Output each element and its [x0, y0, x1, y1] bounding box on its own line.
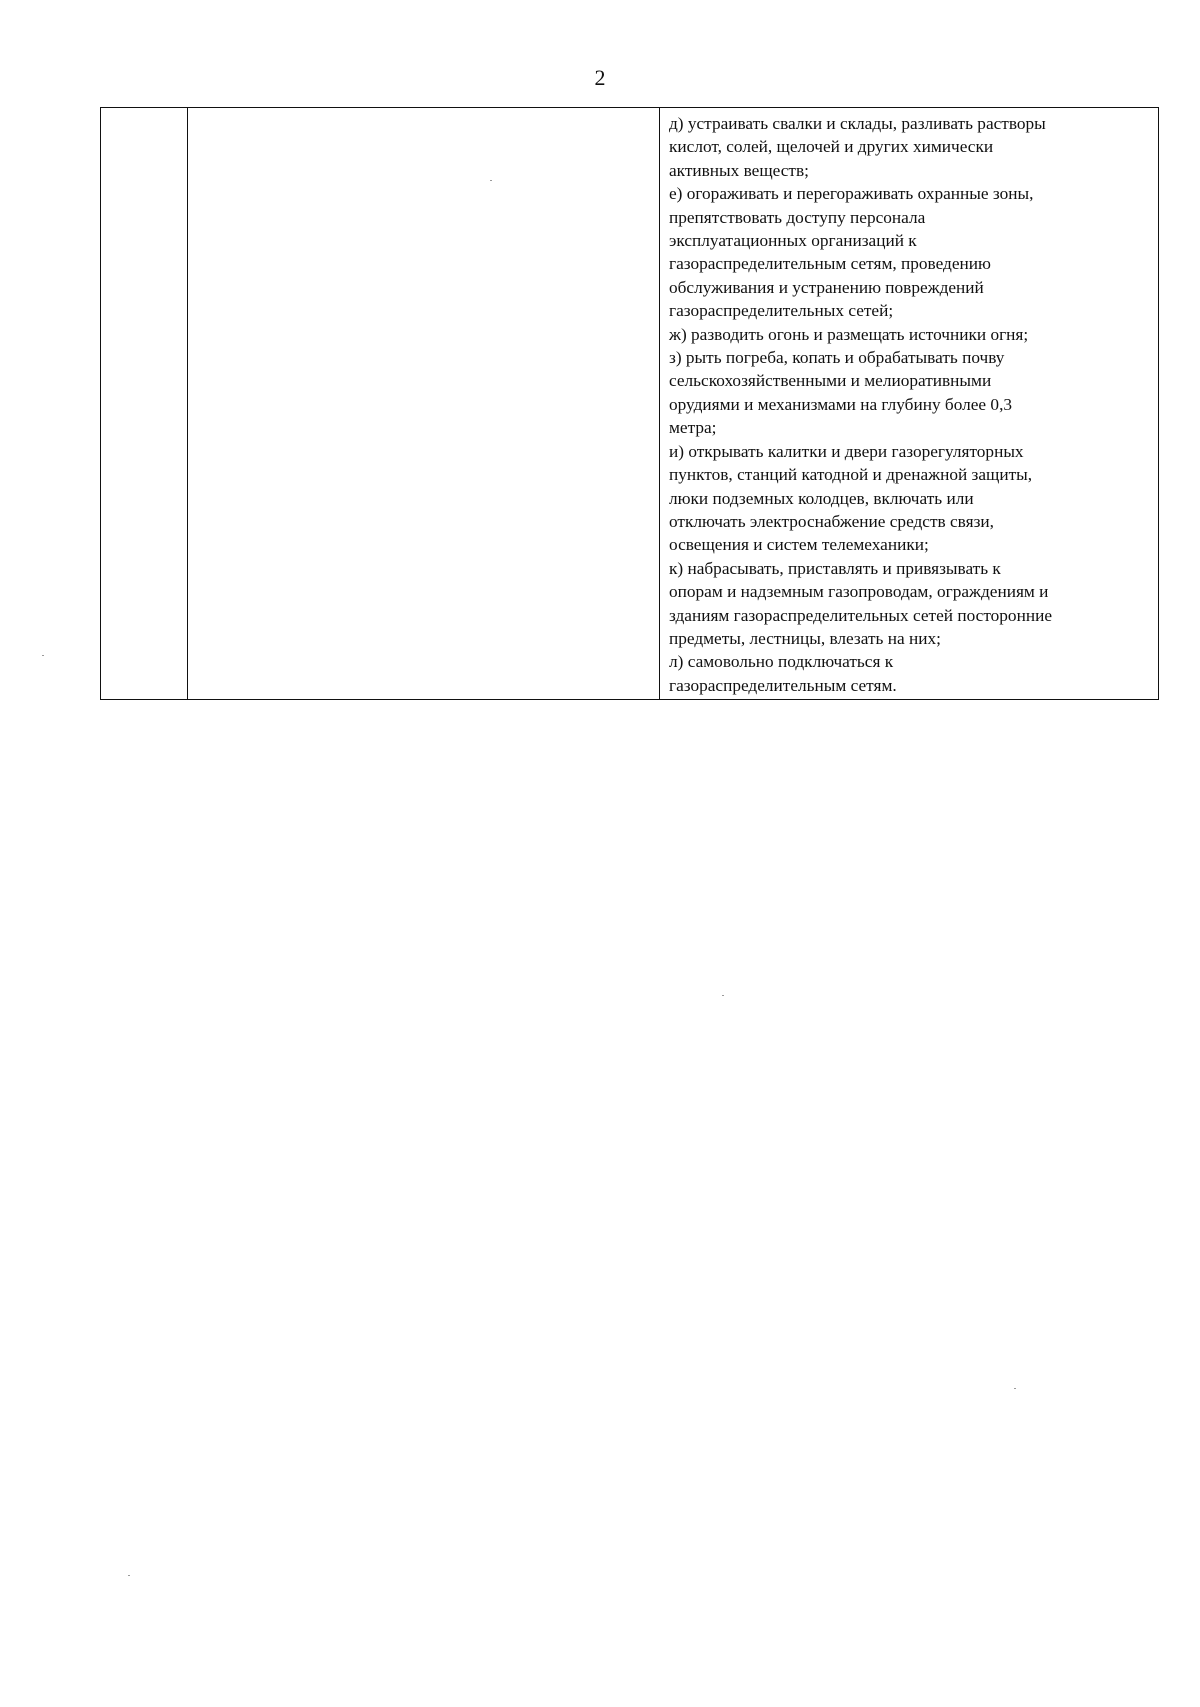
- scan-speck: [42, 655, 44, 656]
- list-item-l: л) самовольно подключаться к газораспределительным сетям.: [669, 652, 897, 695]
- list-item-k: к) набрасывать, приставлять и привязывать к опорам и надземным газопроводам, ограждениям и зданиям газораспределительных сетей посторонние предметы, лестницы, влезать на них;: [669, 558, 1052, 648]
- table-cell-number: [101, 108, 188, 700]
- scan-speck: [490, 180, 492, 181]
- table-row: [101, 108, 1159, 700]
- page-number: 2: [594, 65, 606, 90]
- table-cell-prohibitions: [660, 108, 1159, 700]
- list-item-d: д) устраивать свалки и склады, разливать растворы кислот, солей, щелочей и других химически активных веществ;: [669, 114, 1046, 180]
- scan-speck: [1014, 1388, 1016, 1389]
- scan-speck: [128, 1575, 130, 1576]
- restrictions-table: [100, 107, 1159, 700]
- table-cell-description: [188, 108, 660, 700]
- list-item-z: з) рыть погреба, копать и обрабатывать почву сельскохозяйственными и мелиоративными орудиями и механизмами на глубину более 0,3 метра;: [669, 348, 1013, 438]
- scan-speck: [722, 995, 724, 996]
- list-item-zh: ж) разводить огонь и размещать источники огня;: [669, 324, 1029, 344]
- list-item-i: и) открывать калитки и двери газорегуляторных пунктов, станций катодной и дренажной защиты, люки подземных колодцев, включать или отключать электроснабжение средств связи, освещения и систем телемеханики;: [669, 441, 1033, 555]
- list-item-e: е) огораживать и перегораживать охранные зоны, препятствовать доступу персонала эксплуатационных организаций к газораспределительным сетям, проведению обслуживания и устранению повреждений газораспределительных сетей;: [669, 184, 1034, 321]
